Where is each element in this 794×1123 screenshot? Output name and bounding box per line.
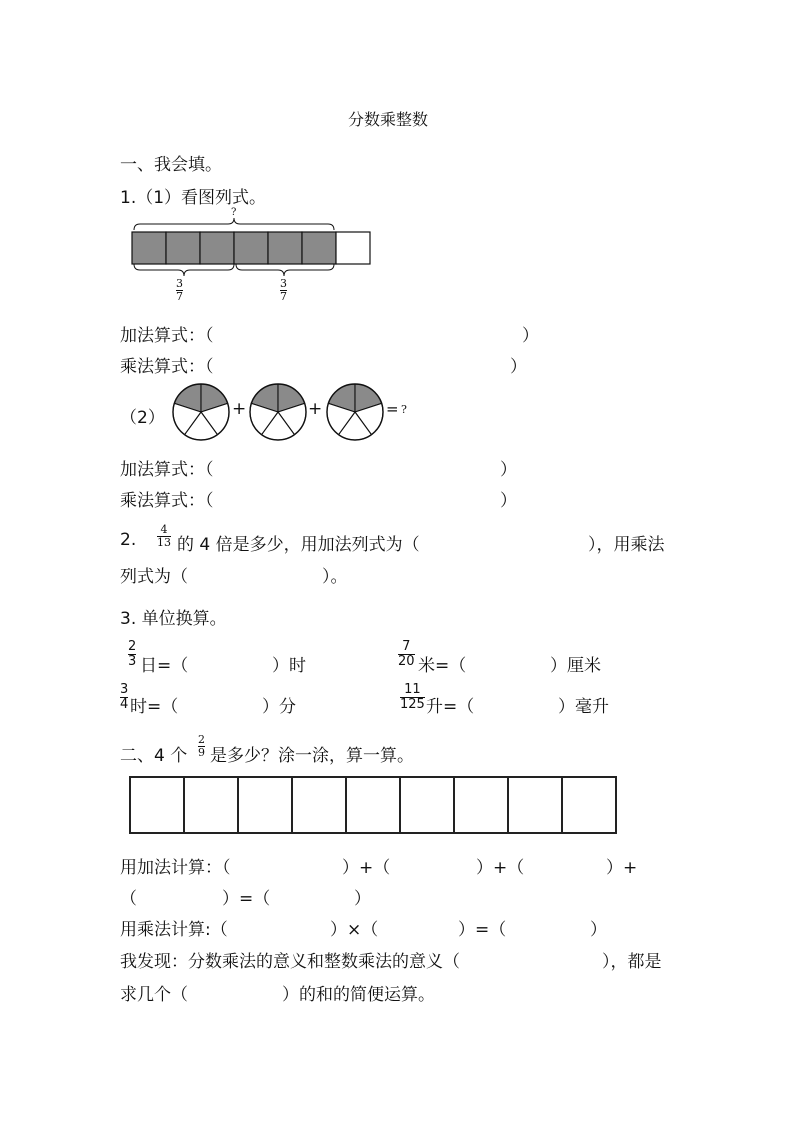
q1-2-mul-answer-blank[interactable]: ）	[500, 491, 517, 511]
bar-cell	[166, 232, 200, 264]
frac-num: 4	[160, 523, 168, 536]
q3-item-4-blank[interactable]: ）毫升	[558, 697, 609, 717]
grid-cell	[454, 777, 508, 833]
add-line1-a: 用加法计算：（	[120, 858, 231, 878]
q1-2-label: （2）	[120, 408, 165, 428]
q3-item-1-fraction	[128, 640, 136, 669]
frac-den: 3	[128, 654, 137, 669]
mul-line-b[interactable]: ）×（	[330, 920, 379, 940]
grid-cell	[292, 777, 346, 833]
nine-cell-grid[interactable]	[128, 775, 618, 837]
q3-item-1-blank[interactable]: ）时	[272, 656, 306, 676]
add-line2-a[interactable]: （	[120, 889, 137, 909]
bar-cell	[302, 232, 336, 264]
frac-num: 3	[120, 682, 129, 697]
q3-item-3-from: 时=（	[130, 697, 179, 717]
bar-cell	[268, 232, 302, 264]
q3-item-1-from: 日=（	[140, 656, 189, 676]
q1-mul-label: 乘法算式：（	[120, 357, 214, 377]
grid-cell	[346, 777, 400, 833]
bar-question-mark: ?	[231, 207, 237, 218]
q3-item-3-blank[interactable]: ）分	[262, 697, 296, 717]
frac-num: 7	[402, 639, 411, 654]
frac-num: 2	[198, 733, 205, 746]
frac-num: 3	[176, 277, 183, 290]
grid-cell	[400, 777, 454, 833]
q3-label: 3. 单位换算。	[120, 609, 227, 629]
grid-cell	[184, 777, 238, 833]
bar-fraction-left	[176, 278, 183, 303]
frac-num: 3	[280, 277, 287, 290]
q3-item-3-fraction	[120, 683, 128, 712]
add-line1-d[interactable]: ）+	[606, 858, 638, 878]
plus-sign-2: +	[308, 399, 323, 419]
section-2-heading-b: 是多少？涂一涂，算一算。	[210, 746, 414, 766]
q3-item-4-fraction	[400, 683, 425, 712]
add-line1-b[interactable]: ）+（	[342, 858, 391, 878]
section-2-fraction	[198, 734, 205, 759]
circle-question-mark: ?	[401, 403, 407, 416]
frac-den: 125	[400, 697, 425, 712]
frac-den: 4	[120, 697, 129, 712]
q3-item-4-from: 升=（	[426, 697, 475, 717]
section-2-heading-a: 二、4 个	[120, 746, 188, 766]
frac-num: 11	[404, 682, 421, 697]
q3-item-2-from: 米=（	[418, 656, 467, 676]
q2-number: 2.	[120, 530, 137, 550]
q2-text-a: 的 4 倍是多少，用加法列式为（	[177, 535, 420, 555]
q1-add-label: 加法算式：（	[120, 326, 214, 346]
add-line2-b[interactable]: ）=（	[222, 889, 271, 909]
q3-item-2-fraction	[398, 640, 415, 669]
mul-line-c[interactable]: ）=（	[458, 920, 507, 940]
frac-den: 7	[280, 290, 287, 303]
frac-den: 20	[398, 654, 415, 669]
q1-2-add-label: 加法算式：（	[120, 460, 214, 480]
grid-cell	[238, 777, 292, 833]
mul-line-d[interactable]: ）	[590, 920, 607, 940]
frac-den: 13	[157, 536, 171, 549]
mul-line-a: 用乘法计算:（	[120, 920, 228, 940]
frac-num: 2	[128, 639, 137, 654]
frac-den: 7	[176, 290, 183, 303]
bar-cell	[234, 232, 268, 264]
bar-cell	[200, 232, 234, 264]
bar-fraction-right	[280, 278, 287, 303]
q2-text-c: 列式为（	[120, 567, 188, 587]
plus-sign-1: +	[232, 399, 247, 419]
grid-cell	[508, 777, 562, 833]
q1-add-answer-blank[interactable]: ）	[522, 326, 539, 346]
frac-den: 9	[198, 746, 205, 759]
equals-sign: =	[386, 400, 399, 418]
q1-2-add-answer-blank[interactable]: ）	[500, 460, 517, 480]
add-line1-c[interactable]: ）+（	[476, 858, 525, 878]
bar-diagram	[130, 214, 380, 264]
q2-add-answer-blank[interactable]: ），用乘法	[588, 535, 665, 555]
q1-2-mul-label: 乘法算式：（	[120, 491, 214, 511]
find-line2-a: 求几个（	[120, 985, 188, 1005]
q2-fraction	[157, 524, 171, 549]
add-line2-c[interactable]: ）	[354, 889, 371, 909]
q3-item-2-blank[interactable]: ）厘米	[550, 656, 601, 676]
page-title: 分数乘整数	[348, 110, 429, 129]
q1-label: 1.（1）看图列式。	[120, 188, 267, 208]
find-line1-a: 我发现：分数乘法的意义和整数乘法的意义（	[120, 952, 460, 972]
bar-cell	[132, 232, 166, 264]
section-1-heading: 一、我会填。	[120, 155, 222, 175]
grid-cell	[562, 777, 616, 833]
find-line2-b[interactable]: ）的和的简便运算。	[282, 985, 435, 1005]
bar-cell	[336, 232, 370, 264]
find-line1-b[interactable]: ），都是	[602, 952, 662, 972]
q2-mul-answer-blank[interactable]: ）。	[322, 567, 348, 587]
grid-cell	[130, 777, 184, 833]
q1-mul-answer-blank[interactable]: ）	[510, 357, 527, 377]
